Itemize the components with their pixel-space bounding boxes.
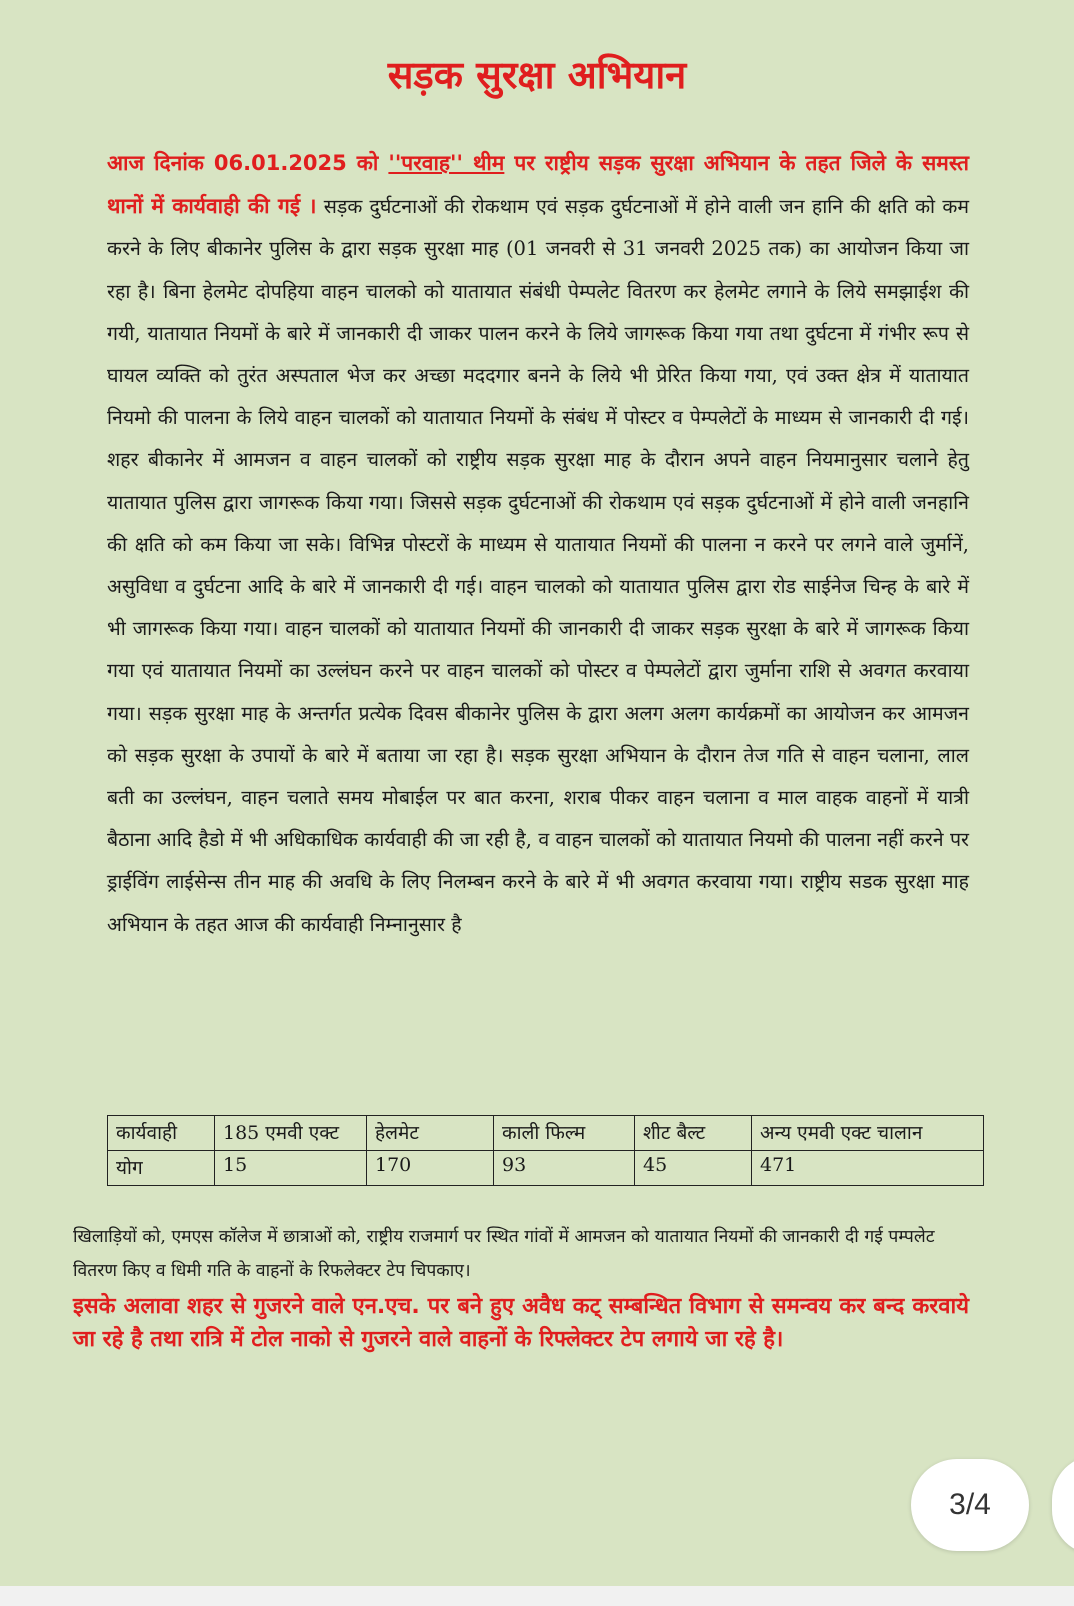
table-header: हेलमेट [367, 1116, 494, 1151]
action-summary-table [107, 1115, 984, 1186]
row-label-action: कार्यवाही [108, 1116, 215, 1151]
document-title: सड़क सुरक्षा अभियान [387, 53, 687, 97]
lead-part-1: आज दिनांक 06.01.2025 को [107, 151, 389, 175]
page-indicator: 3/4 [911, 1459, 1029, 1551]
table-value-row [108, 1151, 984, 1186]
table-header: अन्य एमवी एक्ट चालान [752, 1116, 984, 1151]
table-header-row [108, 1116, 984, 1151]
theme-name: ''परवाह'' थीम [388, 151, 505, 175]
table-header: शीट बैल्ट [635, 1116, 752, 1151]
main-paragraph [107, 142, 969, 946]
table-cell: 93 [494, 1151, 635, 1186]
highlight-paragraph: इसके अलावा शहर से गुजरने वाले एन.एच. पर बने हुए अवैध कट् सम्बन्धित विभाग से समन्वय कर बन्द करवाये जा रहे है तथा रात्रि में टोल नाको से गुजरने वाले वाहनों के रिफ्लेक्टर टेप लगाये जा रहे है। [73, 1294, 969, 1352]
table-cell: 170 [367, 1151, 494, 1186]
table-header: काली फिल्म [494, 1116, 635, 1151]
table-cell: 471 [752, 1151, 984, 1186]
table-cell: 15 [215, 1151, 367, 1186]
next-page-button[interactable] [1052, 1455, 1074, 1555]
note-paragraph: खिलाड़ियों को, एमएस कॉलेज में छात्राओं को, राष्ट्रीय राजमार्ग पर स्थित गांवों में आमजन को यातायात नियमों की जानकारी दी गई पम्पलेट वितरण किए व धिमी गति के वाहनों के रिफलेक्टर टेप चिपकाए। [73, 1227, 935, 1281]
row-label-total: योग [108, 1151, 215, 1186]
table-cell: 45 [635, 1151, 752, 1186]
table-header: 185 एमवी एक्ट [215, 1116, 367, 1151]
bottom-bar [0, 1586, 1074, 1606]
lead-part-2: पर राष्ट्रीय सड़क सुरक्षा अभियान के तहत जिले के समस्त थानों में कार्यवाही की गई । [107, 151, 969, 219]
body-text: सड़क दुर्घटनाओं की रोकथाम एवं सड़क दुर्घटनाओं में होने वाली जन हानि की क्षति को कम करने के लिए बीकानेर पुलिस के द्वारा सड़क सुरक्षा माह (01 जनवरी से 31 जनवरी 2025 तक) का आयोजन किया जा रहा है। बिना हेलमेट दोपहिया वाहन चालको को यातायात संबंधी पेम्पलेट वितरण कर हेलमेट लगाने के लिये समझाईश की गयी, यातायात नियमों के बारे में जानकारी दी जाकर पालन करने के लिये जागरूक किया गया तथा दुर्घटना में गंभीर रूप से घायल व्यक्ति को तुरंत अस्पताल भेज कर अच्छा मददगार बनने के लिये भी प्रेरित किया गया, एवं उक्त क्षेत्र में यातायात नियमो की पालना के लिये वाहन चालकों को यातायात नियमों के संबंध में पोस्टर व पेम्पलेटों के माध्यम से जानकारी दी गई। शहर बीकानेर में आमजन व वाहन चालकों को राष्ट्रीय सड़क सुरक्षा माह के दौरान अपने वाहन नियमानुसार चलाने हेतु यातायात पुलिस द्वारा जागरूक किया गया। जिससे सड़क दुर्घटनाओं की रोकथाम एवं सड़क दुर्घटनाओं में होने वाली जनहानि की क्षति को कम किया जा सके। विभिन्न पोस्टरों के माध्यम से यातायात नियमों की पालना न करने पर लगने वाले जुर्मानें, असुविधा व दुर्घटना आदि के बारे में जानकारी दी गई। वाहन चालको को यातायात पुलिस द्वारा रोड साईनेज चिन्ह के बारे में भी जागरूक किया गया। वाहन चालकों को यातायात नियमों की जानकारी दी जाकर सड़क सुरक्षा के बारे में जागरूक किया गया एवं यातायात नियमों का उल्लंघन करने पर वाहन चालकों को पोस्टर व पेम्पलेटों द्वारा जुर्माना राशि से अवगत करवाया गया। सड़क सुरक्षा माह के अन्तर्गत प्रत्येक दिवस बीकानेर पुलिस के द्वारा अलग अलग कार्यक्रमों का आयोजन कर आमजन को सड़क सुरक्षा के उपायों के बारे में बताया जा रहा है। सड़क सुरक्षा अभियान के दौरान तेज गति से वाहन चलाना, लाल बती का उल्लंघन, वाहन चलाते समय मोबाईल पर बात करना, शराब पीकर वाहन चलाना व माल वाहक वाहनों में यात्री बैठाना आदि हैडो में भी अधिकाधिक कार्यवाही की जा रही है, व वाहन चालकों को यातायात नियमो की पालना नहीं करने पर ड्राईविंग लाईसेन्स तीन माह की अवधि के लिए निलम्बन करने के बारे में भी अवगत करवाया गया। राष्ट्रीय सडक सुरक्षा माह अभियान के तहत आज की कार्यवाही निम्नानुसार है [107, 195, 969, 936]
